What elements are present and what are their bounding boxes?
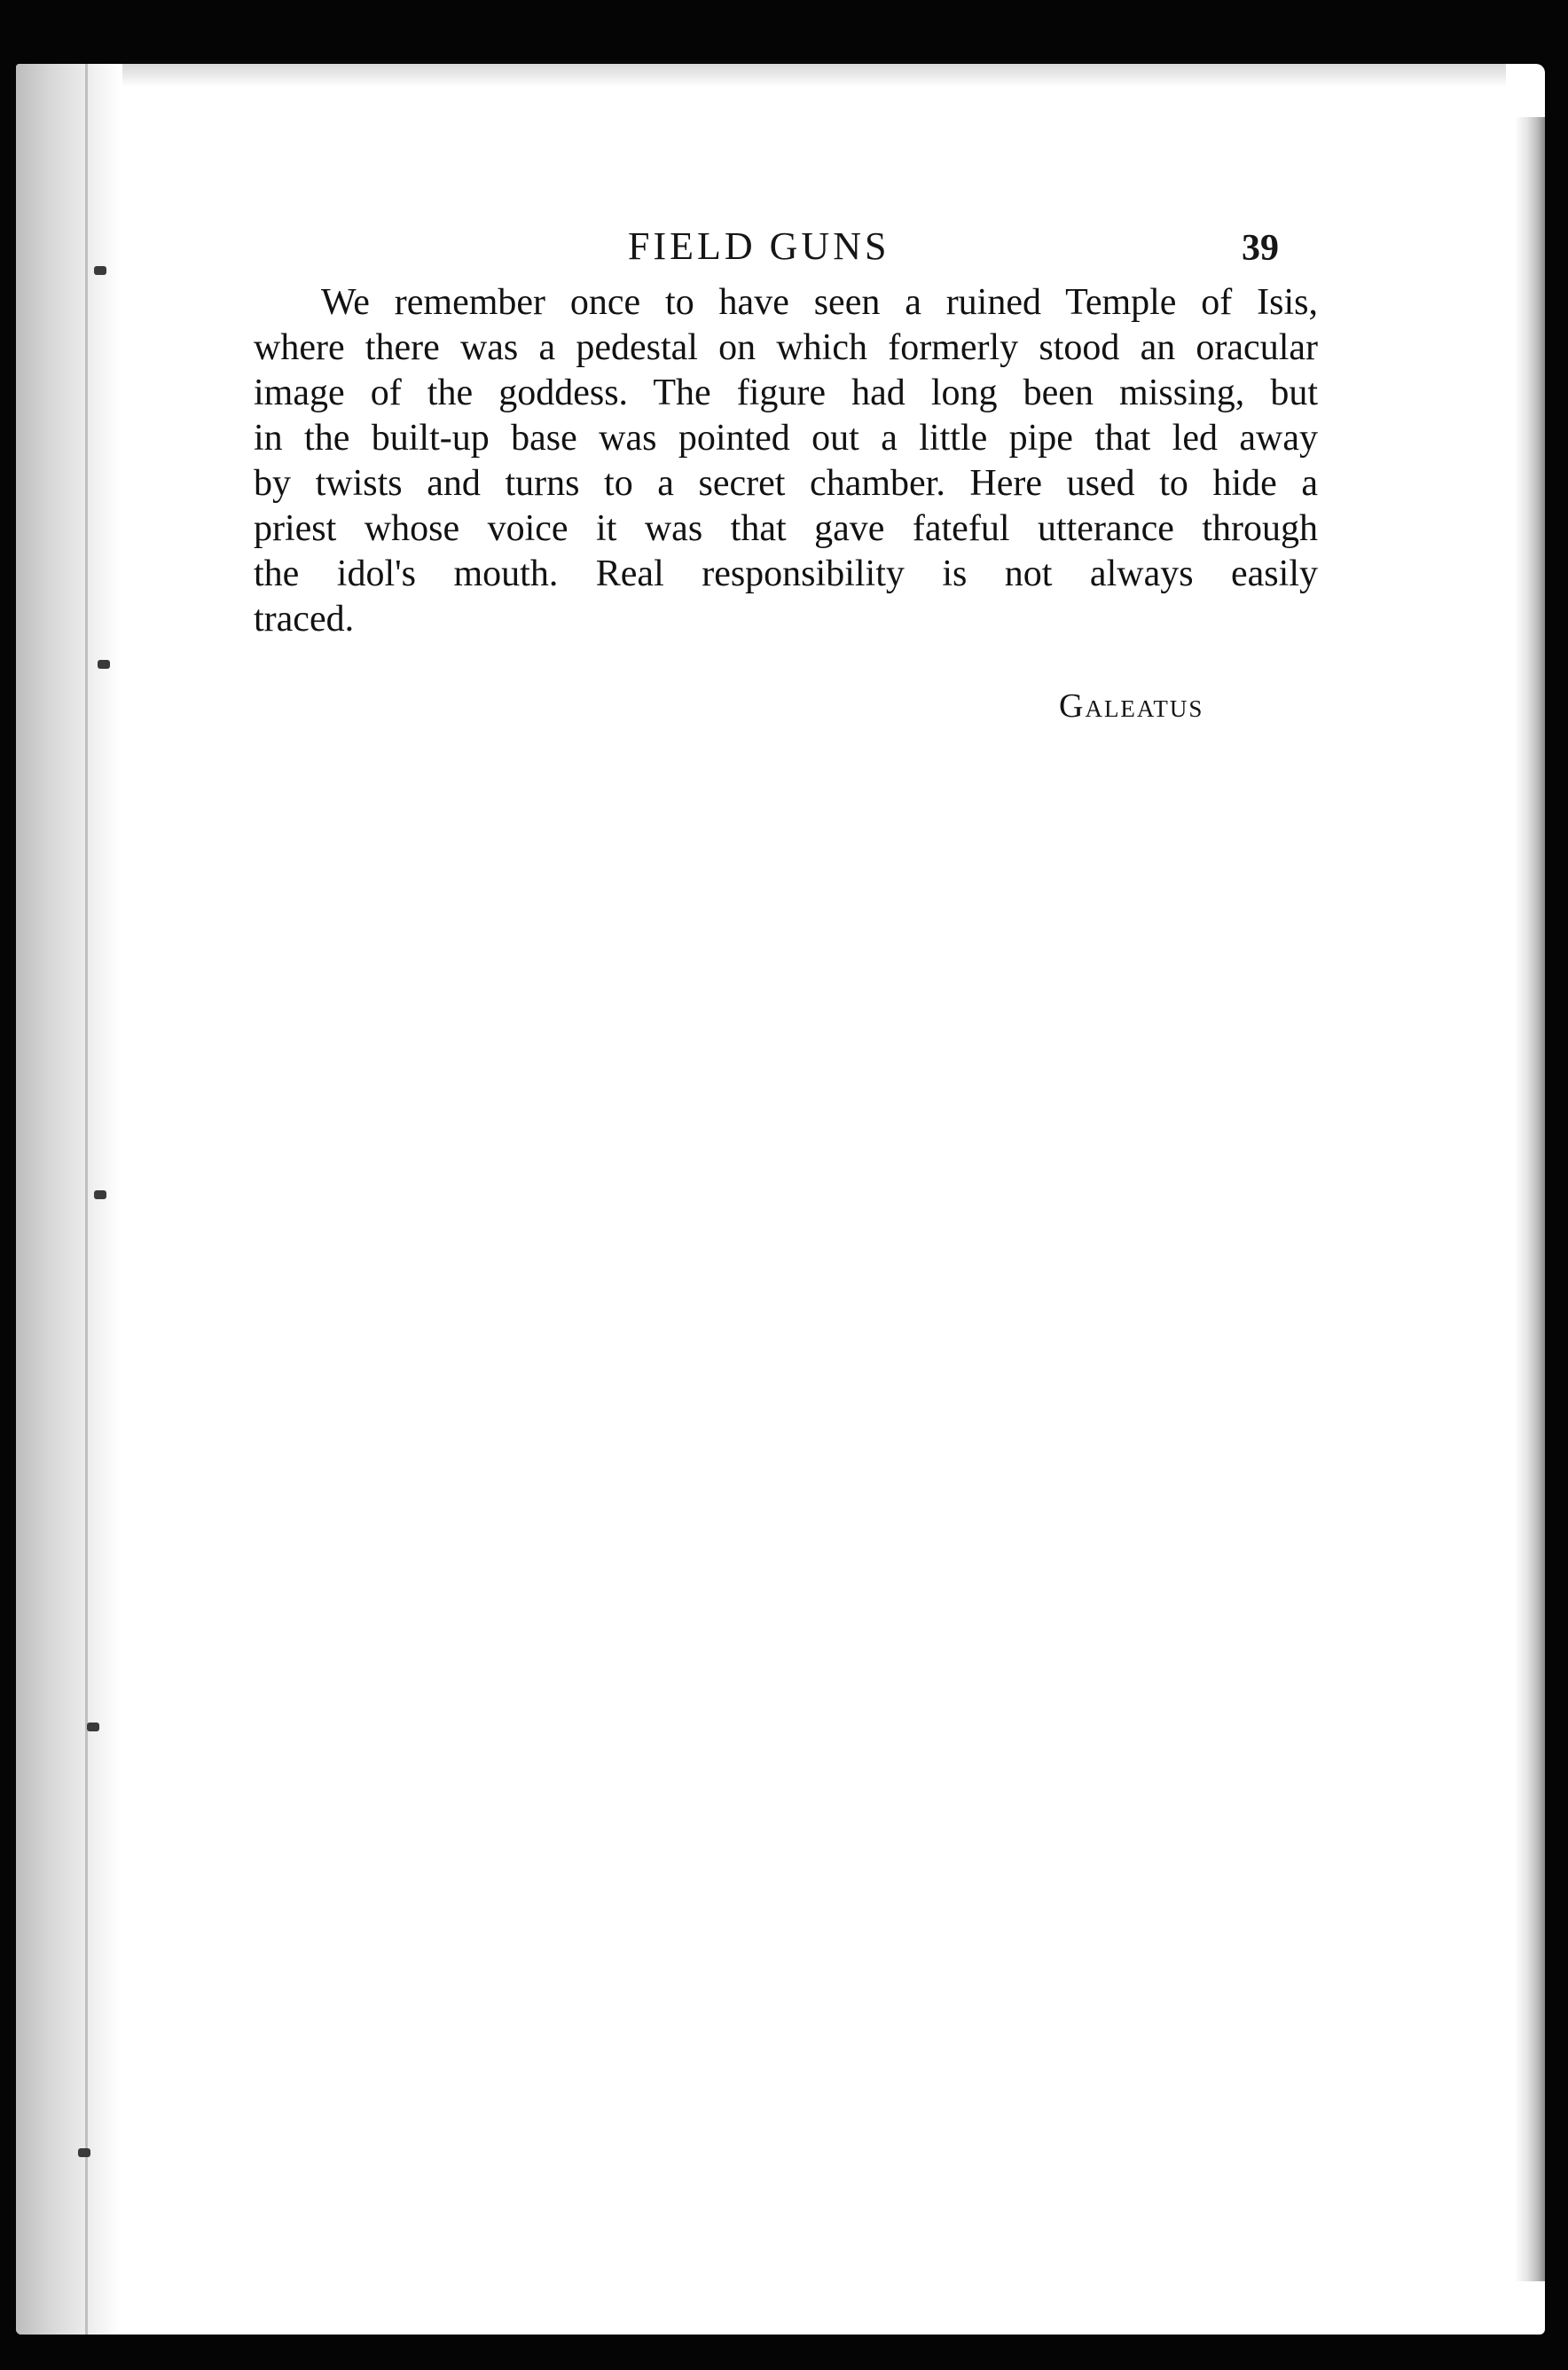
body-paragraph (254, 280, 1318, 642)
text-line: We remember once to have seen a ruined Temple of Isis, (321, 282, 1318, 323)
text-line: by twists and turns to a secret chamber. Here used to hide a (254, 463, 1318, 504)
text-line: in the built-up base was pointed out a little pipe that led away (254, 418, 1318, 459)
text-line: where there was a pedestal on which formerly stood an oracular (254, 327, 1318, 368)
author-signature: Galeatus (1059, 687, 1204, 725)
binding-mark (98, 660, 110, 669)
text-line: priest whose voice it was that gave fateful utterance through (254, 508, 1318, 549)
page-number: 39 (1242, 228, 1279, 269)
book-page (16, 64, 1545, 2335)
page-top-edge-shadow (122, 64, 1506, 87)
binding-mark (87, 1723, 99, 1731)
text-line: traced. (254, 599, 355, 640)
binding-gutter-shadow (16, 64, 121, 2335)
binding-mark (94, 1190, 106, 1199)
binding-mark (78, 2148, 90, 2157)
text-line: the idol's mouth. Real responsibility is not always easily (254, 553, 1318, 594)
page-fore-edge-shadow (1515, 117, 1545, 2281)
running-head (16, 224, 1545, 277)
text-line: image of the goddess. The figure had long been missing, but (254, 373, 1318, 413)
binding-gutter-line (85, 64, 88, 2335)
running-head-title: FIELD GUNS (628, 224, 890, 268)
